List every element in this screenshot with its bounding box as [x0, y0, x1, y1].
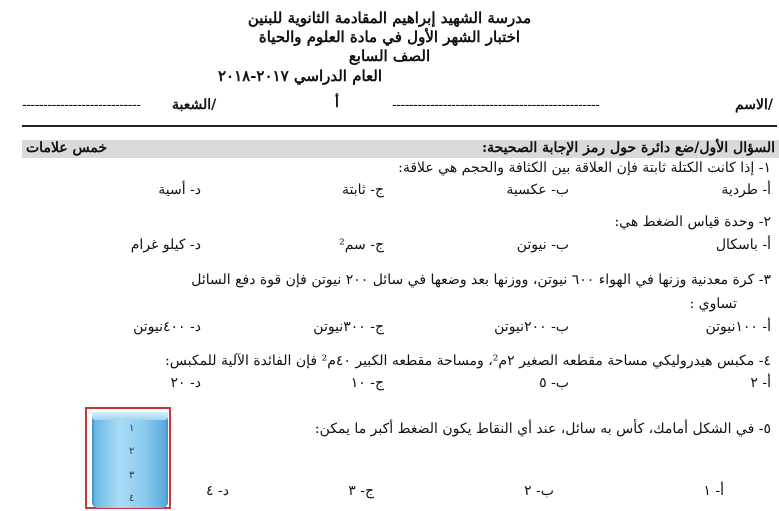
question-1-text: ١- إذا كانت الكتلة ثابتة فإن العلاقة بين الكثافة والحجم هي علاقة:	[398, 160, 771, 176]
academic-year: العام الدراسي ٢٠١٧-٢٠١٨	[217, 67, 383, 85]
question-5-text: ٥- في الشكل أمامك، كأس به سائل، عند أي النقاط يكون الضغط أكبر ما يمكن:	[314, 421, 771, 437]
q2-option-a[interactable]: أ- باسكال	[715, 237, 771, 253]
q1-option-c[interactable]: ج- ثابتة	[341, 182, 384, 198]
exam-title: اختبار الشهر الأول في مادة العلوم والحياة	[258, 28, 521, 46]
question-2-text: ٢- وحدة قياس الضغط هي:	[614, 214, 771, 230]
point-2-label: ٢	[129, 446, 135, 457]
grade-label: الصف السابع	[348, 47, 431, 65]
q4-option-a[interactable]: أ- ٢	[750, 375, 771, 391]
q4-option-c[interactable]: ج- ١٠	[350, 375, 384, 391]
beaker-rim	[92, 412, 168, 420]
question-3-text: ٣- كرة معدنية وزنها في الهواء ٦٠٠ نيوتن، ووزنها بعد وضعها في سائل ٢٠٠ نيوتن فإن قوة دفع السائل	[191, 272, 771, 288]
q3-option-d[interactable]: د- ٤٠٠نيوتن	[133, 319, 201, 335]
q5-option-a[interactable]: أ- ١	[703, 483, 724, 499]
q2-option-d[interactable]: د- كيلو غرام	[130, 237, 201, 253]
beaker-figure	[85, 407, 171, 509]
q2-option-c[interactable]: ج- سم²	[339, 237, 384, 253]
q1-option-b[interactable]: ب- عكسية	[506, 182, 569, 198]
question-3-text-continued: تساوي :	[689, 296, 737, 312]
q3-option-c[interactable]: ج- ٣٠٠نيوتن	[313, 319, 384, 335]
q4-option-d[interactable]: د- ٢٠	[170, 375, 201, 391]
section-marks: خمس علامات	[26, 140, 108, 156]
school-name: مدرسة الشهيد إبراهيم المقادمة الثانوية للبنين	[247, 9, 532, 27]
point-4-label: ٤	[129, 493, 135, 504]
header-divider	[22, 125, 777, 127]
q5-option-b[interactable]: ب- ٢	[524, 483, 554, 499]
q2-option-b[interactable]: ب- نيوتن	[516, 237, 569, 253]
q4-option-b[interactable]: ب- ٥	[539, 375, 569, 391]
q3-option-b[interactable]: ب- ٢٠٠نيوتن	[494, 319, 569, 335]
point-3-label: ٣	[129, 470, 135, 481]
section-title: السؤال الأول/ضع دائرة حول رمز الإجابة الصحيحة:	[481, 140, 775, 156]
q1-option-d[interactable]: د- أسية	[158, 182, 201, 198]
q3-option-a[interactable]: أ- ١٠٠نيوتن	[705, 319, 771, 335]
name-field[interactable]: -------------------------------------------------	[392, 97, 600, 113]
question-4-text: ٤- مكبس هيدروليكي مساحة مقطعه الصغير ٢م²، ومساحة مقطعه الكبير ٤٠م² فإن الفائدة الآلية للمكبس:	[165, 353, 771, 369]
q1-option-a[interactable]: أ- طردية	[721, 182, 771, 198]
name-label: الاسم/	[734, 97, 773, 113]
class-field[interactable]: ----------------------------	[22, 97, 141, 113]
q5-option-c[interactable]: ج- ٣	[348, 483, 374, 499]
point-1-label: ١	[129, 423, 135, 434]
q5-option-d[interactable]: د- ٤	[206, 483, 229, 499]
section-mark: أ	[335, 95, 339, 111]
class-label: الشعبة/	[172, 97, 217, 113]
